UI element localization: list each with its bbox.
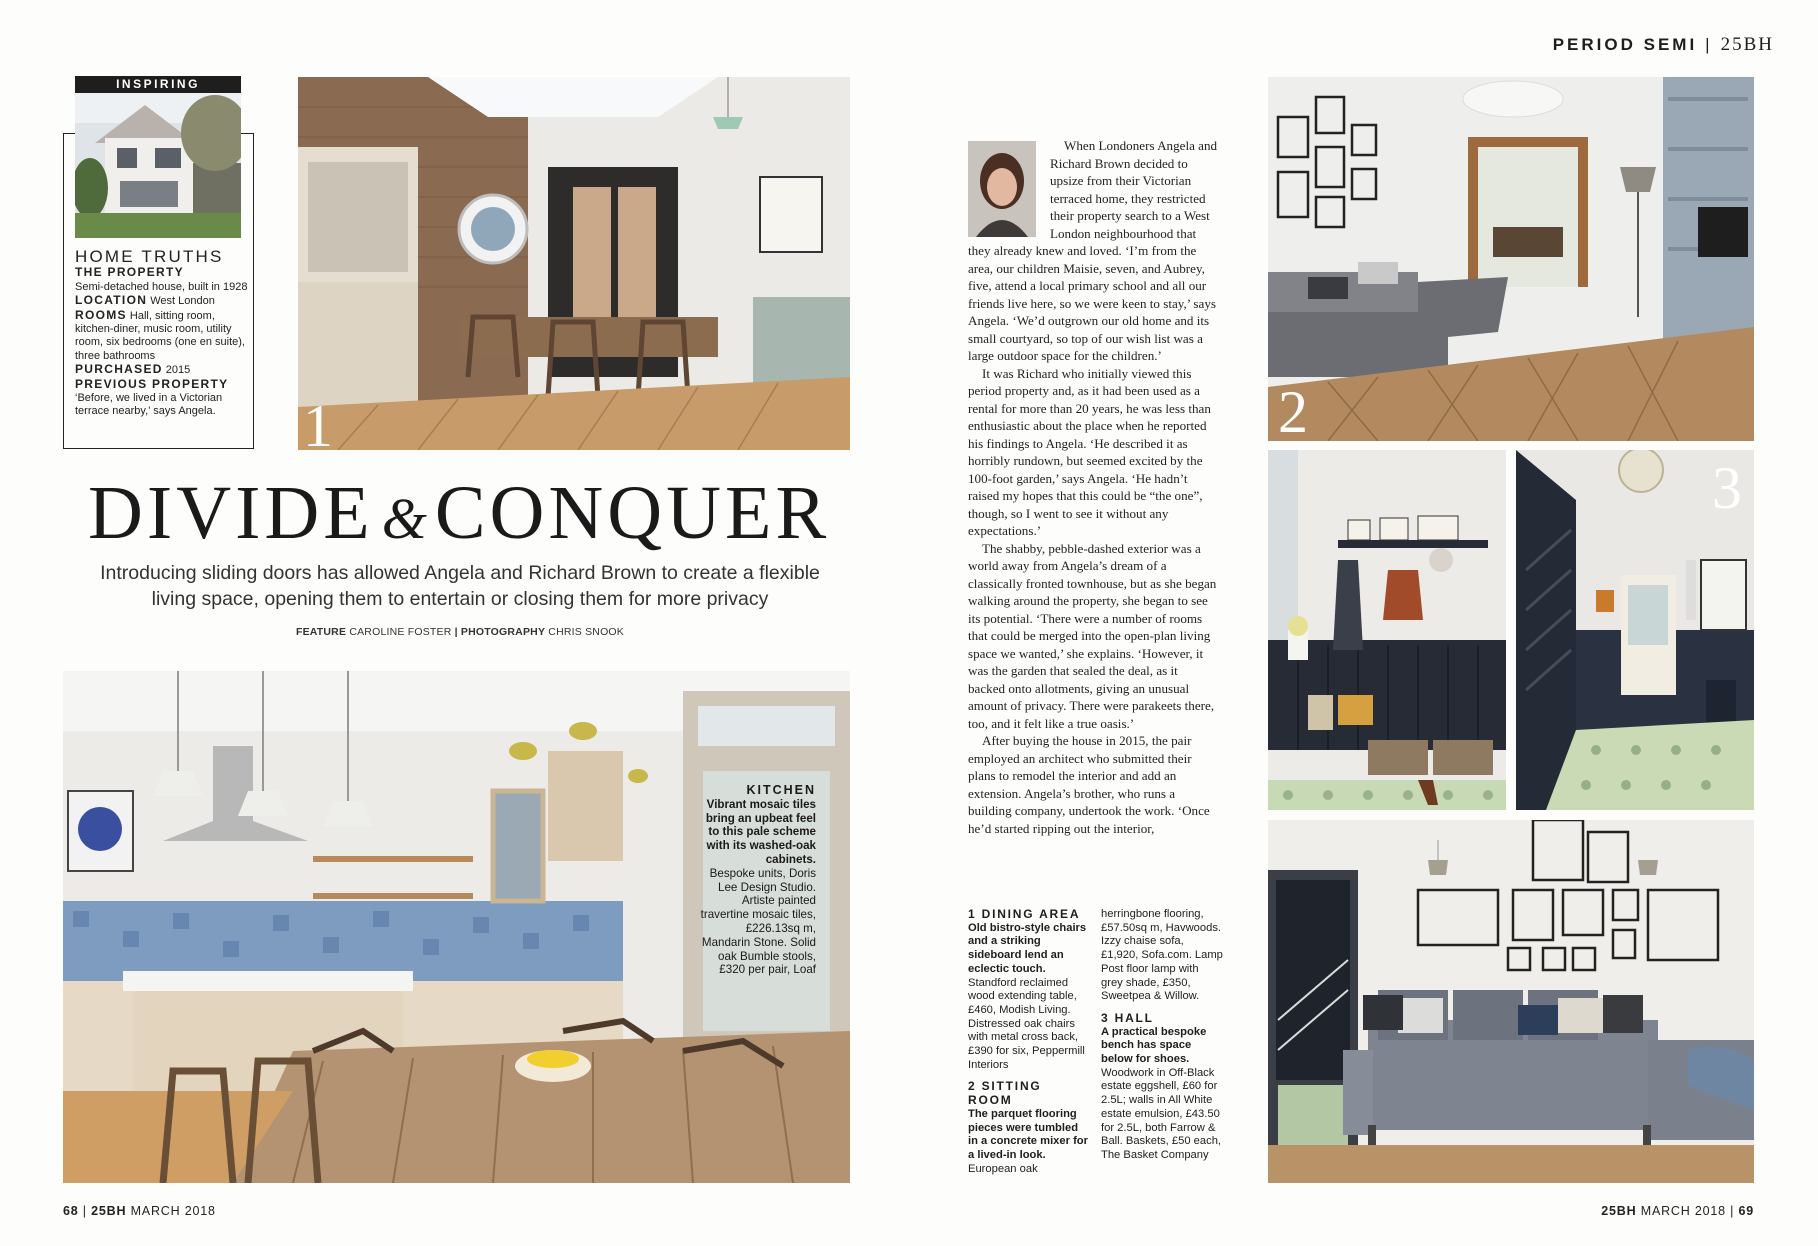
article-body (968, 137, 1218, 877)
running-head: PERIOD SEMI | 25BH (1552, 34, 1774, 55)
home-truths-title: HOME TRUTHS (75, 247, 224, 266)
captions-column-2 (1101, 908, 1223, 1163)
photo-number-2: 2 (1278, 379, 1308, 445)
photography-label: PHOTOGRAPHY (460, 626, 546, 638)
property-value: Semi-detached house, built in 1928 (75, 280, 248, 293)
purchased-value: 2015 (165, 364, 191, 377)
page-number-left: 68 (63, 1204, 79, 1218)
magazine-name: 25BH (1720, 34, 1774, 55)
kitchen-caption-lead: Vibrant mosaic tiles bring an upbeat feel to this pale scheme with its washed-oak cabinets. (705, 797, 816, 866)
body-paragraph-4: After buying the house in 2015, the pair employed an architect who submitted their plans to remodel the interior and add an extension. Angela’s brother, who runs a building company, undertook the work. ‘Once he’d started ripping out the interior, (968, 733, 1210, 836)
issue-left: MARCH 2018 (130, 1204, 216, 1218)
sitting-caption-continued: herringbone flooring, £57.50sq m, Havwoods. Izzy chaise sofa, £1,920, Sofa.com. Lamp Post floor lamp with grey shade, £350, Sweetpea & Willow. (1101, 908, 1223, 1003)
magazine-left: 25BH (91, 1204, 127, 1218)
photography-name: CHRIS SNOOK (548, 626, 625, 638)
dining-caption-head: 1 DINING AREA (968, 907, 1081, 921)
headline-part-2: CONQUER (434, 471, 831, 555)
hall-caption-lead: A practical bespoke bench has space below for shoes. (1101, 1025, 1207, 1066)
body-paragraph-3: The shabby, pebble-dashed exterior was a world away from Angela’s dream of a classically fronted townhouse, but as she began walking around the property, she began to see its potential. ‘There were a number of rooms that could be merged into the open-plan living space we wanted,’ she explains. ‘However, it was the garden that sealed the deal, as it backed onto allotments, giving an unusual amount of privacy. There were parakeets there, too, and it felt like a true oasis.’ (968, 540, 1217, 731)
inspiring-tag: INSPIRING (75, 76, 241, 93)
folio-right: 25BH MARCH 2018 | 69 (1601, 1204, 1754, 1218)
standfirst: Introducing sliding doors has allowed Angela and Richard Brown to create a flexible living space, opening them to entertain or closing them for more privacy (100, 562, 820, 610)
kitchen-caption (700, 784, 816, 977)
house-exterior-photo (75, 93, 241, 238)
magazine-right: 25BH (1601, 1204, 1637, 1218)
sitting-caption-text: European oak (968, 1162, 1038, 1175)
photo-number-3: 3 (1712, 455, 1742, 521)
rooms-label: ROOMS (75, 307, 127, 322)
sitting-caption-lead: The parquet flooring pieces were tumbled in a concrete mixer for a lived-in look. (968, 1107, 1088, 1161)
property-label: THE PROPERTY (75, 265, 184, 280)
sitting-caption-head: 2 SITTING ROOM (968, 1079, 1042, 1108)
author-portrait (968, 141, 1036, 237)
kitchen-caption-label: KITCHEN (746, 783, 816, 797)
dining-area-photo (298, 77, 850, 450)
body-paragraph-2: It was Richard who initially viewed this period property and, as it had been used as a rental for more than 20 years, he was less than enthusiastic about the place when he reported his findings to Angela. ‘He described it as horribly rundown, but seemed excited by the 100-foot garden,’ says Angela. ‘He hadn’t raised my hopes that this could be “the one”, though, so I went to see it without any expectations.’ (968, 365, 1211, 538)
hall-caption-head: 3 HALL (1101, 1010, 1154, 1025)
headline (88, 470, 830, 557)
headline-part-1: DIVIDE (88, 471, 374, 555)
previous-property-label: PREVIOUS PROPERTY (75, 376, 229, 391)
feature-name: CAROLINE FOSTER (349, 626, 452, 638)
captions-column-1 (968, 908, 1088, 1176)
dining-caption-text: Standford reclaimed wood extending table, £460, Modish Living. Distressed oak chairs with metal cross back, £390 for six, Peppermill Interiors (968, 976, 1085, 1071)
previous-property-value: ‘Before, we lived in a Victorian terrace nearby,’ says Angela. (75, 392, 223, 418)
rooms-value: Hall, sitting room, kitchen-diner, music room, utility room, six bedrooms (one en suite), three bathrooms (75, 309, 245, 362)
body-paragraph-1: When Londoners Angela and Richard Brown decided to upsize from their Victorian terraced home, they restricted their property search to a West London neighbourhood that they already knew and loved. ‘I’m from the area, our children Maisie, seven, and Aubrey, five, attend a local primary school and all our friends live here, so we were keen to stay,’ says Angela. ‘We’d outgrown our old home and its small courtyard, so top of our wish list was a large outdoor space for the children.’ (968, 138, 1218, 363)
location-label: LOCATION (75, 293, 148, 308)
sitting-room-sofa-photo (1268, 820, 1754, 1183)
purchased-label: PURCHASED (75, 362, 163, 377)
section-name: PERIOD SEMI (1552, 35, 1698, 54)
page-number-right: 69 (1738, 1204, 1754, 1218)
feature-label: FEATURE (295, 626, 347, 638)
dining-caption-lead: Old bistro-style chairs and a striking sideboard lend an eclectic touch. (968, 921, 1087, 975)
credits (90, 626, 830, 638)
headline-ampersand: & (381, 486, 427, 551)
kitchen-caption-text: Bespoke units, Doris Lee Design Studio. Artiste painted travertine mosaic tiles, £226.13sq m, Mandarin Stone. Solid oak Bumble stools, £320 per pair, Loaf (700, 866, 816, 977)
hall-caption-text: Woodwork in Off-Black estate eggshell, £60 for 2.5L; walls in All White estate emulsion, £43.50 for 2.5L, both Farrow & Ball. Baskets, £50 each, The Basket Company (1101, 1066, 1222, 1161)
credits-separator: | (454, 626, 458, 638)
photo-number-1: 1 (303, 393, 333, 459)
sitting-room-photo (1268, 77, 1754, 445)
folio-left: 68 | 25BH MARCH 2018 (63, 1204, 216, 1218)
home-truths-panel (75, 247, 250, 419)
issue-right: MARCH 2018 (1640, 1204, 1726, 1218)
location-value: West London (150, 295, 215, 308)
hall-bench-photo (1268, 450, 1506, 810)
